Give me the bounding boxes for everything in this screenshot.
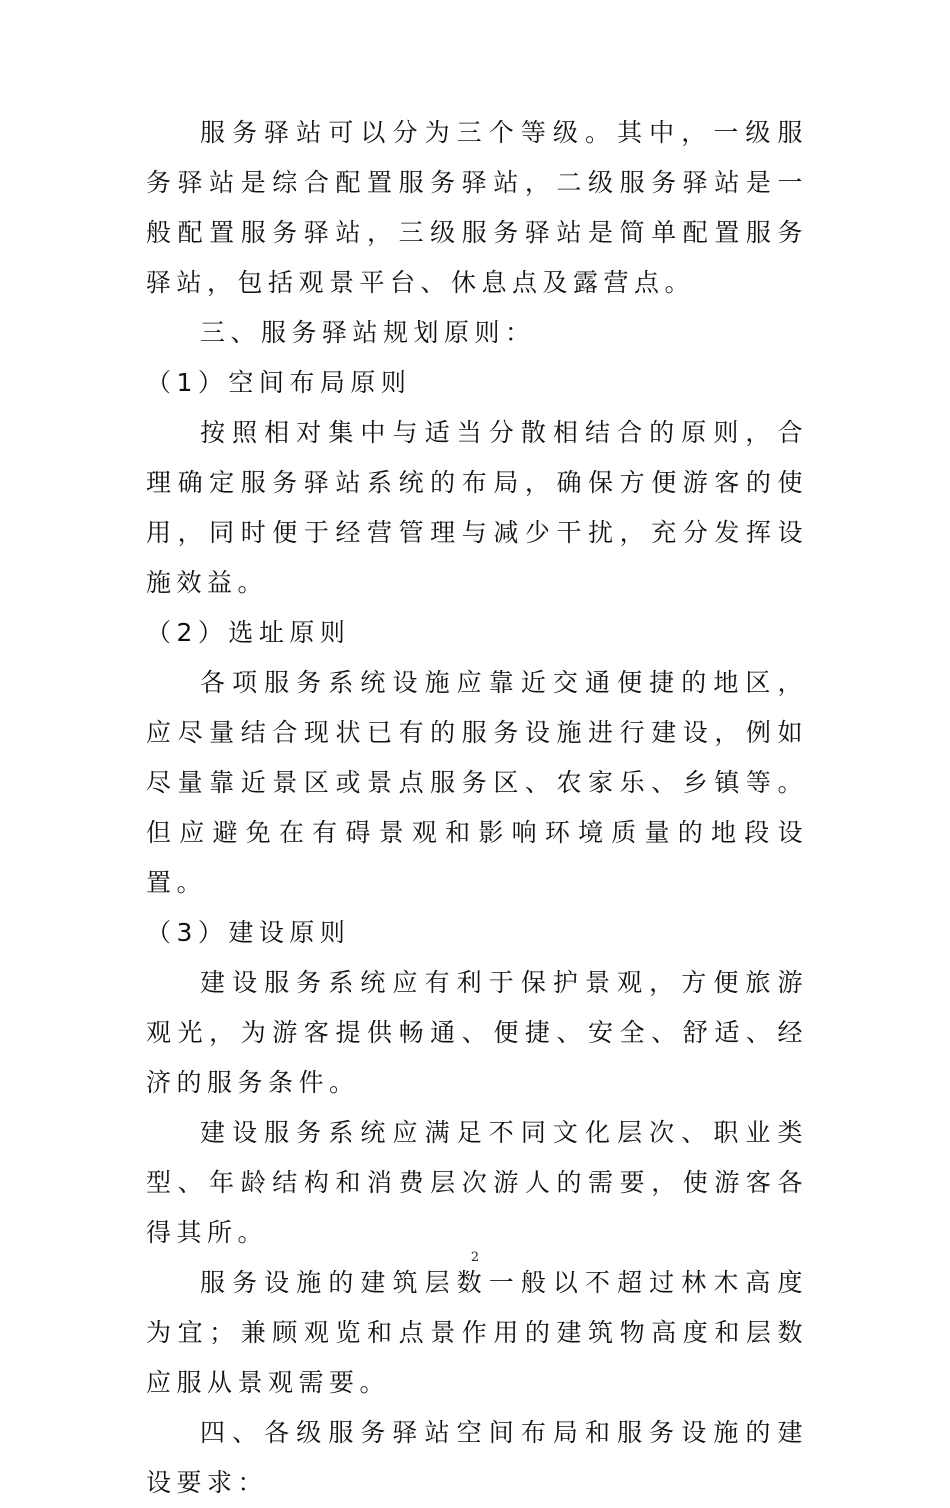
body-text — [146, 108, 808, 1508]
paragraph-station-levels: 服务驿站可以分为三个等级。其中，一级服务驿站是综合配置服务驿站，二级服务驿站是一般配置服务驿站，三级服务驿站是简单配置服务驿站，包括观景平台、休息点及露营点。 — [146, 118, 808, 297]
page-number: 2 — [470, 1250, 480, 1265]
paragraph-site-selection: 各项服务系统设施应靠近交通便捷的地区，应尽量结合现状已有的服务设施进行建设，例如尽量靠近景区或景点服务区、农家乐、乡镇等。但应避免在有碍景观和影响环境质量的地段设置。 — [146, 668, 808, 897]
section-heading-planning-principles: 三、服务驿站规划原则： — [200, 318, 536, 347]
subheading-site-selection: （2）选址原则 — [146, 618, 351, 647]
paragraph-construction-height: 服务设施的建筑层数一般以不超过林木高度为宜；兼顾观览和点景作用的建筑物高度和层数应服从景观需要。 — [146, 1268, 808, 1397]
subheading-construction: （3）建设原则 — [146, 918, 351, 947]
paragraph-spatial-layout: 按照相对集中与适当分散相结合的原则，合理确定服务驿站系统的布局，确保方便游客的使用，同时便于经营管理与减少干扰，充分发挥设施效益。 — [146, 418, 808, 597]
paragraph-construction-needs: 建设服务系统应满足不同文化层次、职业类型、年龄结构和消费层次游人的需要，使游客各得其所。 — [146, 1118, 808, 1247]
subheading-spatial-layout: （1）空间布局原则 — [146, 368, 412, 397]
paragraph-construction-landscape: 建设服务系统应有利于保护景观，方便旅游观光，为游客提供畅通、便捷、安全、舒适、经济的服务条件。 — [146, 968, 808, 1097]
section-heading-requirements: 四、各级服务驿站空间布局和服务设施的建设要求： — [146, 1418, 808, 1497]
